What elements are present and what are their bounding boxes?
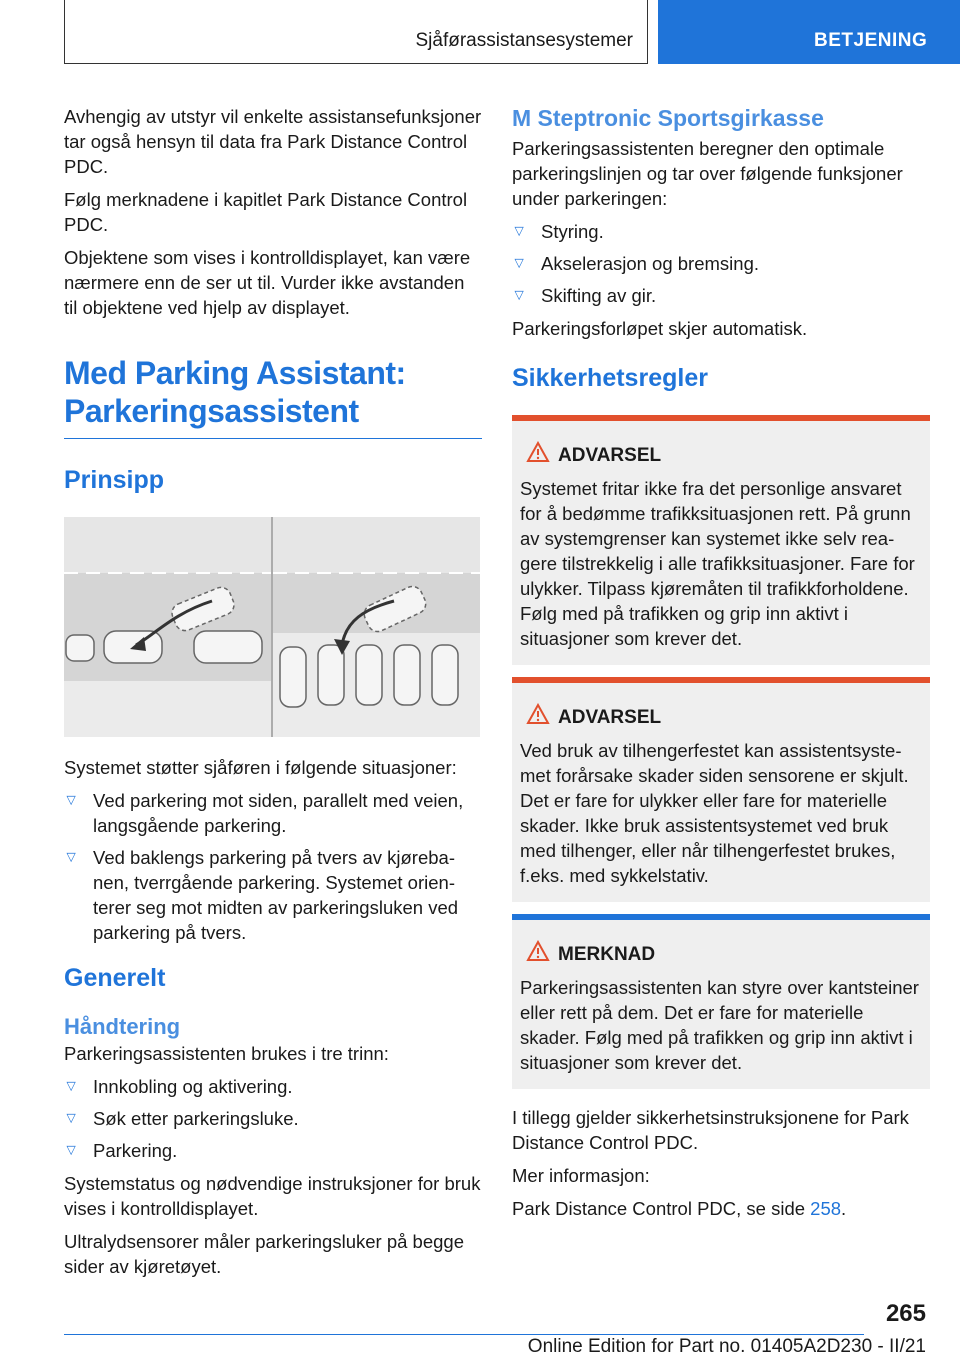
warning-label: ADVARSEL [558, 707, 662, 728]
principle-heading: Prinsipp [64, 466, 165, 494]
list-item: ▷ Styring. [512, 219, 930, 244]
footer-edition: Online Edition for Part no. 01405A2D230 - II/21 [527, 1336, 926, 1357]
page-reference-link[interactable]: 258 [810, 1198, 842, 1219]
warning-box [512, 677, 930, 902]
sensor-paragraph: Ultralydsensorer måler parkeringsluker på begge sider av kjøretøyet. [64, 1231, 464, 1277]
parking-illustration [64, 517, 480, 737]
warning-text: Ved bruk av tilhengerfestet kan assistentsystemet forårsake skader siden sensorene er skjult. Det er fare for ulykker eller fare for materielle skader. Ikke bruk assistentsystemet ved bruk med tilhenger, eller når tilhengerfestet brukes, f.eks. med sykkelstativ. [520, 740, 909, 886]
note-label: MERKNAD [558, 944, 656, 965]
warning-label: ADVARSEL [558, 445, 662, 466]
note-header [520, 942, 924, 967]
situations-list [64, 788, 482, 945]
header-section-box [64, 0, 648, 64]
reference-text: Park Distance Control PDC, se side [512, 1198, 811, 1219]
note-triangle-icon [526, 940, 550, 962]
warning-box [512, 415, 930, 665]
warning-header [520, 443, 924, 468]
right-column [512, 104, 930, 1229]
list-item: ▷ Innkobling og aktivering. [64, 1074, 482, 1099]
note-text: Parkeringsassistenten kan styre over kantsteiner eller rett på dem. Det er fare for materielle skader. Følg med på trafikken og grip inn aktivt i situasjoner som krever det. [520, 977, 919, 1073]
safety-heading: Sikkerhetsregler [512, 364, 708, 392]
more-info-label: Mer informasjon: [512, 1165, 650, 1186]
list-item: ▷ Akselerasjon og bremsing. [512, 251, 930, 276]
auto-paragraph: Parkeringsforløpet skjer automatisk. [512, 318, 808, 339]
header-chapter-tab[interactable] [658, 0, 960, 64]
list-item: ▷ Parkering. [64, 1138, 482, 1163]
warning-text: Systemet fritar ikke fra det personlige ansvaret for å bedømme trafikksituasjonen rett. På grunn av systemgrenser kan systemet ikke selv reagere tilstrekkelig i alle trafikksituasjoner. Fare for ulykker. Tilpass kjøremåten til trafikkforholdene. Følg med på trafikken og grip inn aktivt i situasjoner som krever det. [520, 478, 915, 649]
situations-intro: Systemet støtter sjåføren i følgende situasjoner: [64, 757, 457, 778]
header-section-title: Sjåførassistansesystemer [415, 30, 633, 51]
parking-diagram-icon [64, 517, 480, 737]
left-column [64, 104, 482, 1287]
steps-list [64, 1074, 482, 1163]
status-paragraph: Systemstatus og nødvendige instruksjoner for bruk vises i kontrolldisplayet. [64, 1173, 481, 1219]
main-heading-block [64, 354, 482, 439]
main-heading: Med Parking Assistant: Parkeringsassistent [64, 355, 406, 429]
warning-header [520, 705, 924, 730]
intro-paragraph-3: Objektene som vises i kontrolldisplayet, kan være nærmere enn de ser ut til. Vurder ikke avstanden til objektene ved hjelp av displayet. [64, 247, 471, 318]
warning-triangle-icon [526, 703, 550, 725]
steptronic-heading: M Steptronic Sportsgirkasse [512, 105, 824, 131]
reference-paragraph [512, 1196, 930, 1221]
list-item: ▷ Ved baklengs parkering på tvers av kjørebanen, tverrgående parkering. Systemet orienterer seg mot midten av parkeringsluken ved parkering på tvers. [64, 845, 482, 945]
header-chapter-label: BETJENING [814, 30, 928, 51]
list-item: ▷ Skifting av gir. [512, 283, 930, 308]
intro-paragraph-2: Følg merknadene i kapitlet Park Distance Control PDC. [64, 189, 468, 235]
list-item: ▷ Søk etter parkeringsluke. [64, 1106, 482, 1131]
reference-end: . [841, 1198, 847, 1219]
steps-intro: Parkeringsassistenten brukes i tre trinn: [64, 1043, 389, 1064]
note-box [512, 914, 930, 1089]
general-heading: Generelt [64, 964, 166, 992]
list-item: ▷ Ved parkering mot siden, parallelt med veien, langsgående parkering. [64, 788, 482, 838]
page-number: 265 [885, 1300, 926, 1327]
intro-paragraph-1: Avhengig av utstyr vil enkelte assistansefunksjoner tar også hensyn til data fra Park Distance Control PDC. [64, 106, 482, 177]
warning-triangle-icon [526, 441, 550, 463]
handling-heading: Håndtering [64, 1014, 181, 1039]
footer-divider [64, 1334, 864, 1335]
steptronic-intro: Parkeringsassistenten beregner den optimale parkeringslinjen og tar over følgende funksjoner under parkeringen: [512, 138, 903, 209]
extra-paragraph: I tillegg gjelder sikkerhetsinstruksjonene for Park Distance Control PDC. [512, 1107, 909, 1153]
functions-list [512, 219, 930, 308]
